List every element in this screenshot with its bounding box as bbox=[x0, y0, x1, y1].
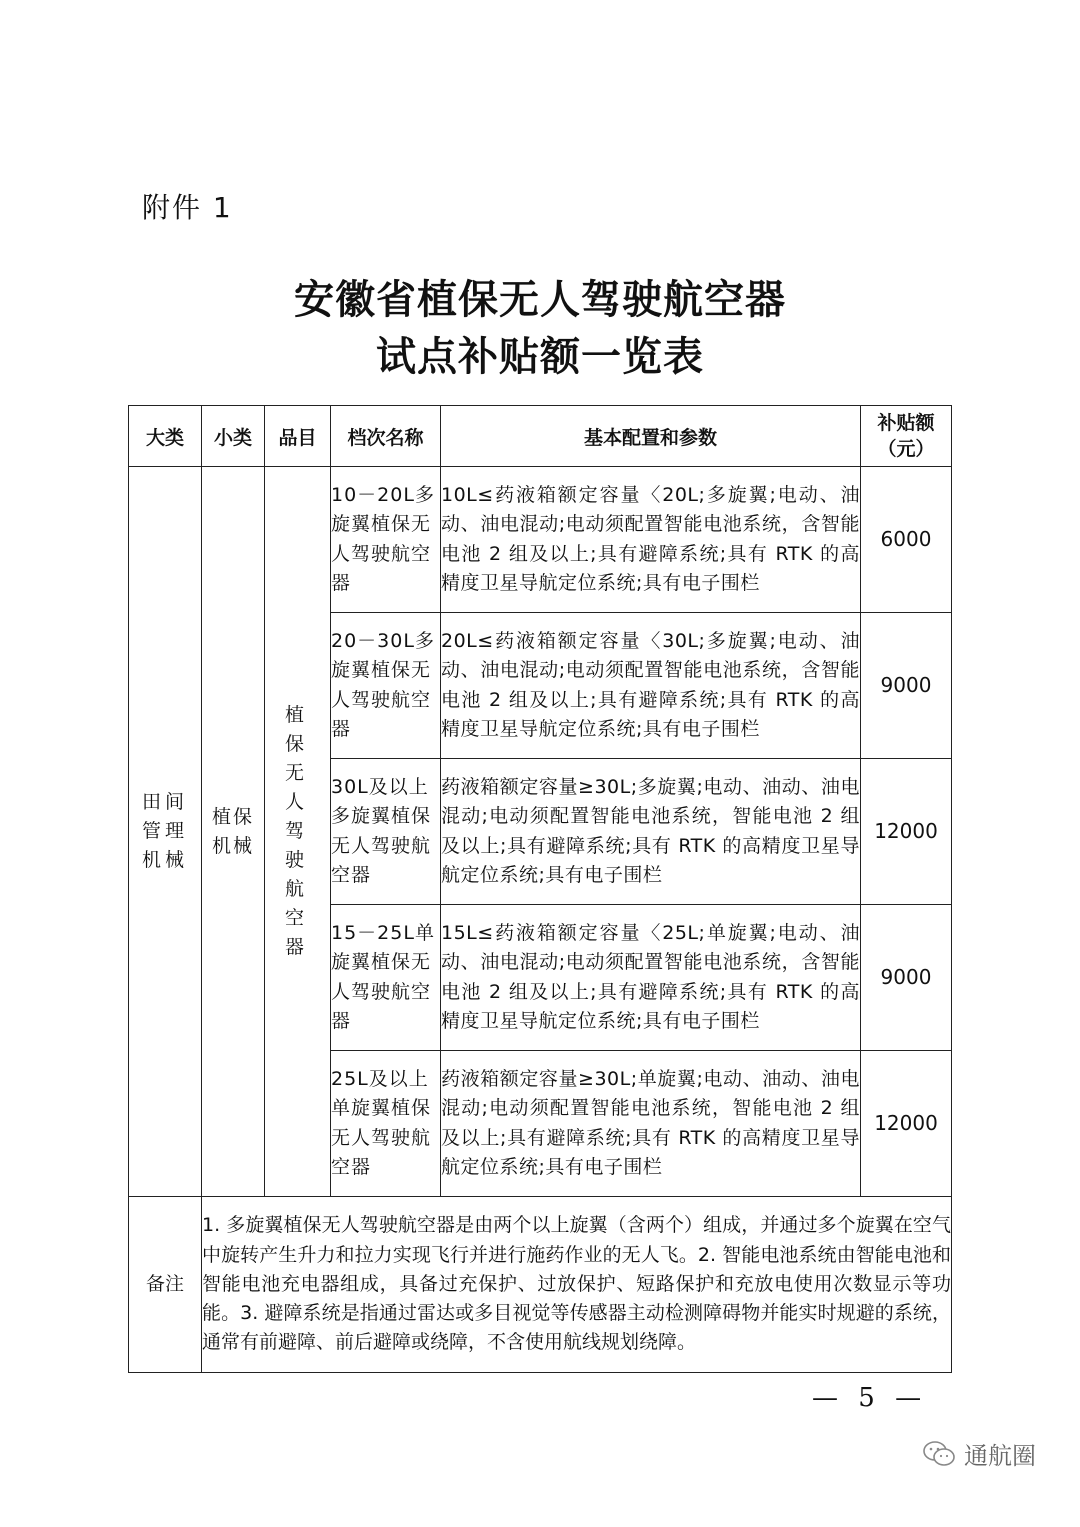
spec-cell: 药液箱额定容量≥30L;单旋翼;电动、油动、油电混动;电动须配置智能电池系统，智能电池 2 组及以上;具有避障系统;具有 RTK 的高精度卫星导航定位系统;具有电子围栏 bbox=[441, 1051, 861, 1197]
col-header-subcategory: 小类 bbox=[202, 406, 265, 467]
note-label: 备注 bbox=[129, 1197, 202, 1373]
table-row bbox=[129, 467, 952, 613]
page-title-line2: 试点补贴额一览表 bbox=[376, 333, 704, 380]
amount-cell: 6000 bbox=[861, 467, 952, 613]
amount-cell: 12000 bbox=[861, 1051, 952, 1197]
amount-cell: 9000 bbox=[861, 905, 952, 1051]
tier-cell: 25L及以上单旋翼植保无人驾驶航空器 bbox=[331, 1051, 441, 1197]
col-header-amount bbox=[861, 406, 952, 467]
subcategory-cell: 植保机械 bbox=[202, 467, 265, 1197]
watermark bbox=[922, 1436, 1036, 1471]
item-cell: 植保无人驾驶航空器 bbox=[265, 467, 331, 1197]
attachment-label: 附件 1 bbox=[142, 191, 233, 224]
page-number: — 5 — bbox=[812, 1383, 928, 1413]
spec-cell: 20L≤药液箱额定容量〈30L;多旋翼;电动、油动、油电混动;电动须配置智能电池系统，含智能电池 2 组及以上;具有避障系统;具有 RTK 的高精度卫星导航定位系统;具有电子围栏 bbox=[441, 613, 861, 759]
col-header-amount-unit: （元） bbox=[877, 438, 935, 460]
col-header-amount-label: 补贴额 bbox=[877, 412, 935, 434]
page-title-line1: 安徽省植保无人驾驶航空器 bbox=[294, 276, 786, 323]
spec-cell: 药液箱额定容量≥30L;多旋翼;电动、油动、油电混动;电动须配置智能电池系统，智能电池 2 组及以上;具有避障系统;具有 RTK 的高精度卫星导航定位系统;具有电子围栏 bbox=[441, 759, 861, 905]
tier-cell: 20－30L多旋翼植保无人驾驶航空器 bbox=[331, 613, 441, 759]
note-row bbox=[129, 1197, 952, 1373]
table-header-row bbox=[129, 406, 952, 467]
subsidy-table bbox=[128, 405, 952, 1373]
tier-cell: 30L及以上多旋翼植保无人驾驶航空器 bbox=[331, 759, 441, 905]
col-header-item: 品目 bbox=[265, 406, 331, 467]
amount-cell: 12000 bbox=[861, 759, 952, 905]
col-header-spec: 基本配置和参数 bbox=[441, 406, 861, 467]
spec-cell: 10L≤药液箱额定容量〈20L;多旋翼;电动、油动、油电混动;电动须配置智能电池系统，含智能电池 2 组及以上;具有避障系统;具有 RTK 的高精度卫星导航定位系统;具有电子围栏 bbox=[441, 467, 861, 613]
note-text: 1. 多旋翼植保无人驾驶航空器是由两个以上旋翼（含两个）组成，并通过多个旋翼在空气中旋转产生升力和拉力实现飞行并进行施药作业的无人飞。2. 智能电池系统由智能电池和智能电池充电器组成，具备过充保护、过放保护、短路保护和充放电使用次数显示等功能。3. 避障系统是指通过雷达或多目视觉等传感器主动检测障碍物并能实时规避的系统，通常有前避障、前后避障或绕障，不含使用航线规划绕障。 bbox=[202, 1197, 952, 1373]
spec-cell: 15L≤药液箱额定容量〈25L;单旋翼;电动、油动、油电混动;电动须配置智能电池系统，含智能电池 2 组及以上;具有避障系统;具有 RTK 的高精度卫星导航定位系统;具有电子围栏 bbox=[441, 905, 861, 1051]
col-header-category: 大类 bbox=[129, 406, 202, 467]
watermark-text: 通航圈 bbox=[964, 1442, 1036, 1470]
wechat-icon bbox=[922, 1440, 956, 1468]
category-cell: 田间管理机械 bbox=[129, 467, 202, 1197]
tier-cell: 10－20L多旋翼植保无人驾驶航空器 bbox=[331, 467, 441, 613]
col-header-tier: 档次名称 bbox=[331, 406, 441, 467]
amount-cell: 9000 bbox=[861, 613, 952, 759]
tier-cell: 15－25L单旋翼植保无人驾驶航空器 bbox=[331, 905, 441, 1051]
